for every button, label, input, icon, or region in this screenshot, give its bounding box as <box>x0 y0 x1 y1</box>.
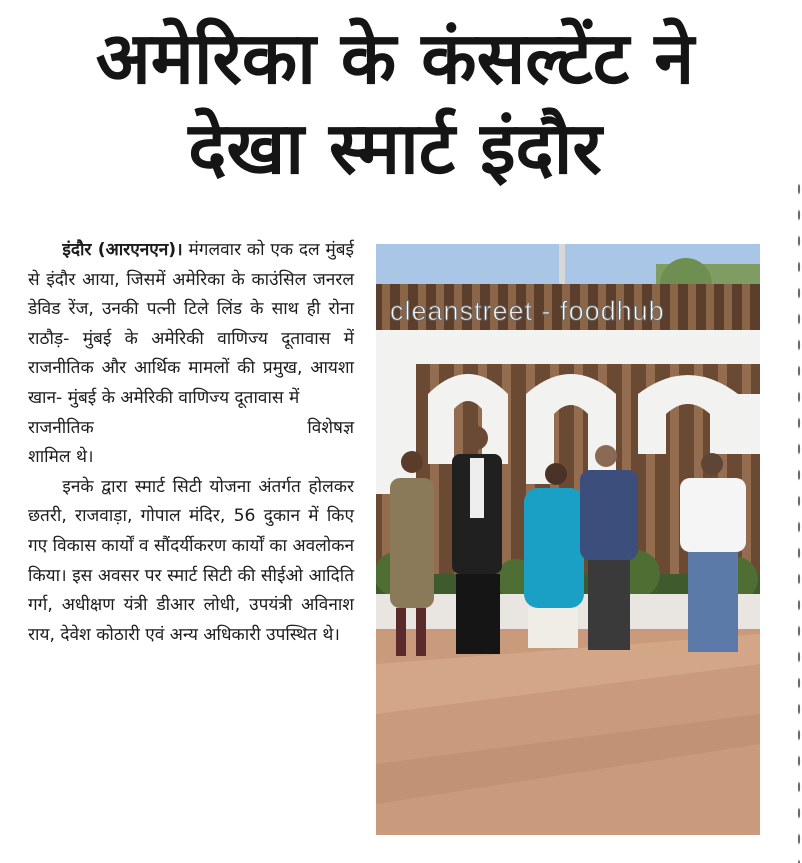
news-photo <box>376 244 760 835</box>
dateline: इंदौर (आरएनएन)। <box>62 240 183 260</box>
paragraph-1-end: शामिल थे। <box>28 447 94 468</box>
column-divider-dots <box>796 176 802 863</box>
photo-illustration <box>376 244 760 835</box>
person-2 <box>452 426 502 654</box>
person-5 <box>680 453 746 652</box>
headline-line-2: देखा स्मार्ट इंदौर <box>188 106 602 190</box>
person-4 <box>580 445 638 650</box>
article-body <box>28 236 354 650</box>
headline-line-1: अमेरिका के कंसल्टेंट ने <box>95 16 695 100</box>
spread-left-word: राजनीतिक <box>28 417 94 438</box>
article-paragraph-1 <box>28 236 354 414</box>
paragraph-1-text: मंगलवार को एक दल मुंबई से इंदौर आया, जिसमें अमेरिका के काउंसिल जनरल डेविड रेंज, उनकी पत्नी टिले लिंड के साथ ही रोना राठौड़- मुंबई के अमेरिकी वाणिज्य दूतावास में राजनीतिक और आर्थिक मामलों की प्रमुख, आयशा खान- मुंबई के अमेरिकी वाणिज्य दूतावास में <box>28 240 354 408</box>
article-paragraph-2: इनके द्वारा स्मार्ट सिटी योजना अंतर्गत होलकर छतरी, राजवाड़ा, गोपाल मंदिर, 56 दुकान में किए गए विकास कार्यों व सौंदर्यीकरण कार्यों का अवलोकन किया। इस अवसर पर स्मार्ट सिटी की सीईओ आदिति गर्ग, अधीक्षण यंत्री डीआर लोधी, उपयंत्री अविनाश राय, देवेश कोठारी एवं अन्य अधिकारी उपस्थित थे। <box>28 476 354 645</box>
photo-sign-text: cleanstreet - foodhub <box>390 296 665 326</box>
person-3 <box>524 463 584 648</box>
spread-right-word: विशेषज्ञ <box>307 417 354 438</box>
paragraph-1-spread-line <box>28 414 354 444</box>
